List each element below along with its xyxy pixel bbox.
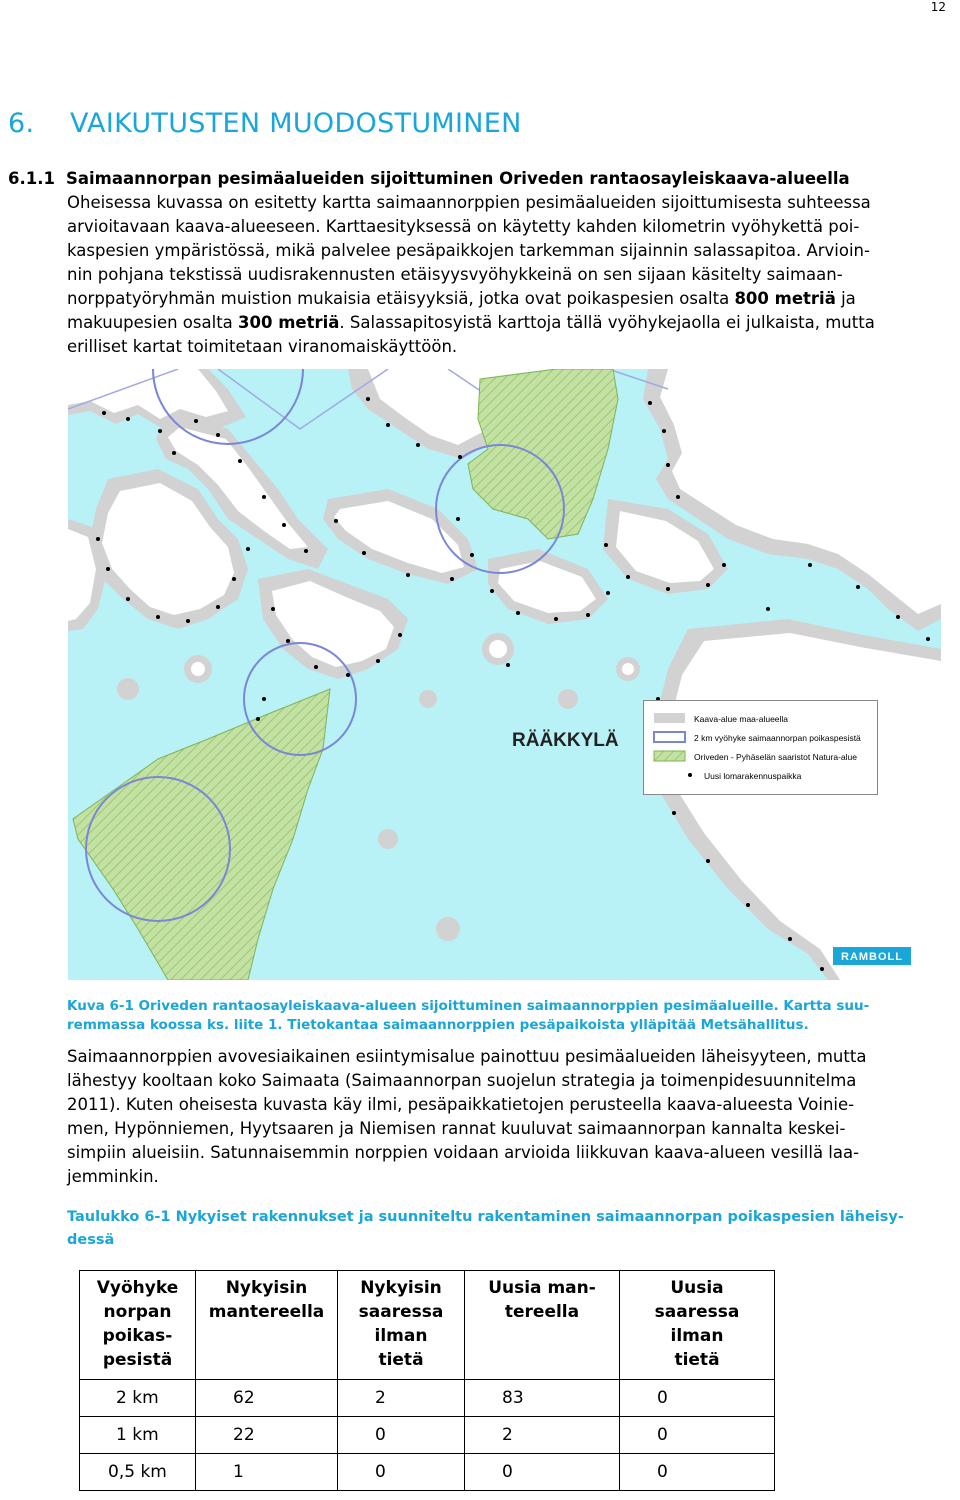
caption-line: remmassa koossa ks. liite 1. Tietokantaa saimaannorppien pesäpaikoista ylläpitää Metsähallitus.	[67, 1017, 809, 1033]
table-cell: 2	[465, 1417, 620, 1454]
subsection-heading	[8, 167, 850, 191]
map-legend	[643, 700, 878, 795]
caption-line: Taulukko 6-1 Nykyiset rakennukset ja suunniteltu rakentaminen saimaannorpan poikaspesien läheisy-	[67, 1209, 904, 1225]
text-line: Oheisessa kuvassa on esitetty kartta saimaannorppien pesimäalueiden sijoittumisesta suhteessa	[67, 193, 871, 212]
logo-text: RAMBOLL	[841, 951, 903, 963]
figure-caption	[67, 997, 952, 1035]
caption-line: dessä	[67, 1232, 115, 1248]
text-line: jemminkin.	[67, 1167, 159, 1186]
table-row	[80, 1417, 775, 1454]
table-cell: 0	[338, 1417, 465, 1454]
section-title: VAIKUTUSTEN MUODOSTUMINEN	[70, 108, 522, 139]
table-cell: 0	[620, 1417, 775, 1454]
text-line: norppatyöryhmän muistion mukaisia etäisyyksiä, jotka ovat poikaspesien osalta 800 metriä ja	[67, 289, 856, 308]
table-caption	[67, 1206, 904, 1252]
table-cell: 1	[196, 1454, 338, 1491]
legend-label: Oriveden - Pyhäselän saaristot Natura-alue	[694, 752, 857, 762]
grey-fill-swatch	[654, 713, 685, 723]
table-cell: 2 km	[80, 1380, 196, 1417]
table-header: Nykyisin mantereella	[196, 1271, 338, 1380]
table-cell: 0	[620, 1454, 775, 1491]
table-row	[80, 1380, 775, 1417]
legend-label: Kaava-alue maa-alueella	[694, 714, 789, 724]
table-header: Uusia man- tereella	[465, 1271, 620, 1380]
body-paragraph	[67, 1045, 952, 1189]
text-line: erilliset kartat toimitetaan viranomaiskäyttöön.	[67, 337, 458, 356]
table-cell: 0	[338, 1454, 465, 1491]
intro-paragraph	[67, 191, 952, 359]
table-cell: 0	[465, 1454, 620, 1491]
section-number: 6.	[8, 108, 35, 139]
legend-label: Uusi lomarakennuspaikka	[704, 771, 802, 781]
green-hatch-swatch	[654, 751, 685, 761]
legend-graphic	[644, 701, 877, 794]
text-line: simpiin alueisiin. Satunnaisemmin norppien voidaan arvioida liikkuvan kaava-alueen vesillä laa-	[67, 1143, 860, 1162]
buildings-table	[79, 1270, 775, 1491]
black-dot	[688, 773, 692, 777]
table-cell: 2	[338, 1380, 465, 1417]
subsection-title: Saimaannorpan pesimäalueiden sijoittuminen Oriveden rantaosayleiskaava-alueella	[66, 169, 850, 188]
place-label: RÄÄKKYLÄ	[512, 730, 619, 751]
text-line: nin pohjana tekstissä uudisrakennusten etäisyysvyöhykkeinä on sen sijaan käsitelty saimaan-	[67, 265, 843, 284]
text-line: men, Hypönniemen, Hyytsaaren ja Niemisen rannat kuuluvat saimaannorpan kannalta keskei-	[67, 1119, 846, 1138]
text-line: makuupesien osalta 300 metriä. Salassapitosyistä karttoja tällä vyöhykejaolla ei julkaista, mutta	[67, 313, 875, 332]
map-graphic	[68, 369, 941, 980]
text-line: lähestyy kooltaan koko Saimaata (Saimaannorpan suojelun strategia ja toimenpidesuunnitelma	[67, 1071, 857, 1090]
text-line: kaspesien ympäristössä, mikä palvelee pesäpaikkojen tarkemman sijainnin salassapitoa. Arvioin-	[67, 241, 870, 260]
table-cell: 22	[196, 1417, 338, 1454]
table-header: Uusia saaressa ilman tietä	[620, 1271, 775, 1380]
table-cell: 62	[196, 1380, 338, 1417]
page-number: 12	[930, 0, 946, 14]
blue-outline-swatch	[654, 732, 685, 742]
seal-nest-map	[68, 369, 941, 980]
table-header-row	[80, 1271, 775, 1380]
table-cell: 1 km	[80, 1417, 196, 1454]
subsection-number: 6.1.1	[8, 169, 55, 188]
legend-label: 2 km vyöhyke saimaannorpan poikaspesistä	[694, 733, 861, 743]
table-header: Nykyisin saaressa ilman tietä	[338, 1271, 465, 1380]
text-line: Saimaannorppien avovesiaikainen esiintymisalue painottuu pesimäalueiden läheisyyteen, mutta	[67, 1047, 867, 1066]
text-line: 2011). Kuten oheisesta kuvasta käy ilmi, pesäpaikkatietojen perusteella kaava-alueesta Voinie-	[67, 1095, 855, 1114]
table-row	[80, 1454, 775, 1491]
section-heading	[8, 108, 522, 139]
caption-line: Kuva 6-1 Oriveden rantaosayleiskaava-alueen sijoittuminen saimaannorppien pesimäalueille. Kartta suu-	[67, 998, 870, 1014]
table-header: Vyöhyke norpan poikas- pesistä	[80, 1271, 196, 1380]
table-cell: 0	[620, 1380, 775, 1417]
text-line: arvioitavaan kaava-alueeseen. Karttaesityksessä on käytetty kahden kilometrin vyöhykettä poi-	[67, 217, 860, 236]
table-cell: 83	[465, 1380, 620, 1417]
table-cell: 0,5 km	[80, 1454, 196, 1491]
